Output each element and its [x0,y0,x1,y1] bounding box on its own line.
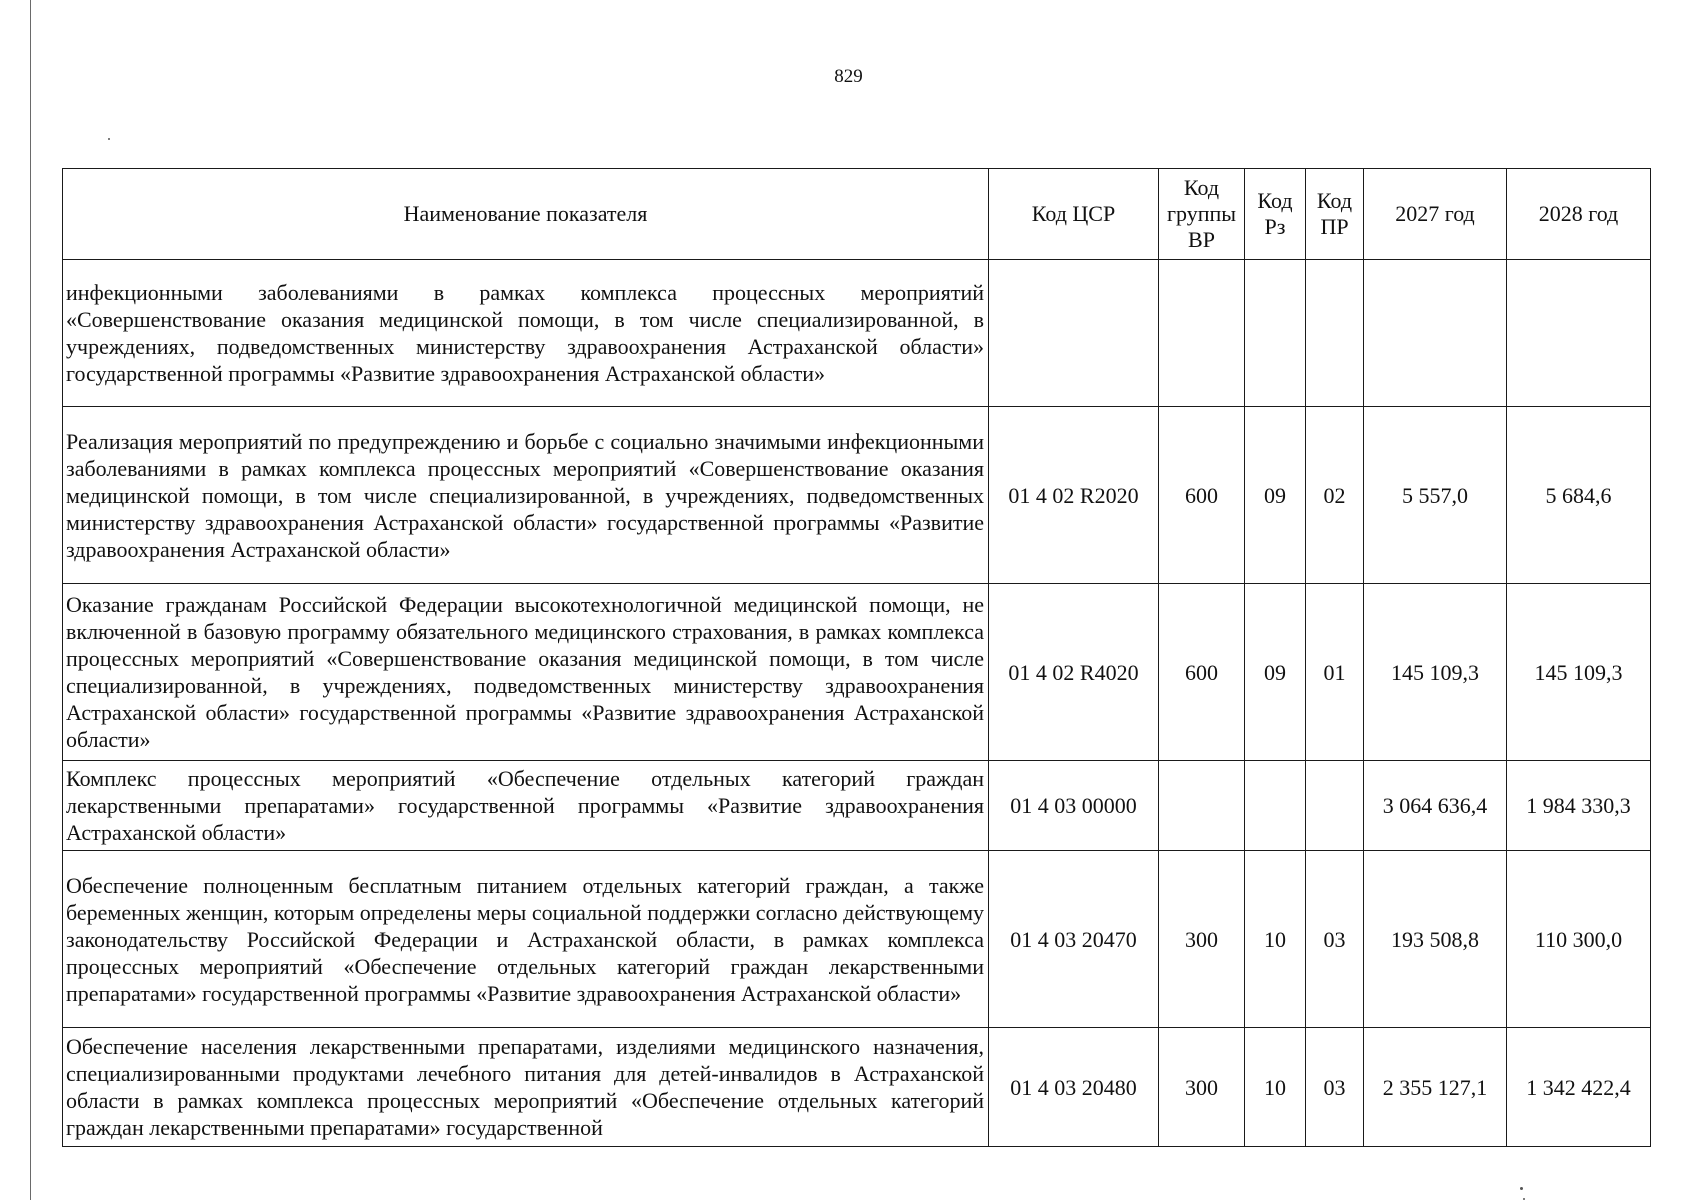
row-amount-2027: 2 355 127,1 [1364,1028,1507,1147]
row-vr-code: 600 [1159,407,1245,584]
header-rz-code: Код Рз [1245,169,1306,260]
header-pr-code: Код ПР [1306,169,1364,260]
table-row [63,407,1651,584]
row-amount-2027: 193 508,8 [1364,851,1507,1028]
row-amount-2028: 145 109,3 [1507,584,1651,761]
scan-speck [108,138,110,140]
row-amount-2028 [1507,260,1651,407]
row-csr-code [989,260,1159,407]
row-amount-2027: 145 109,3 [1364,584,1507,761]
row-rz-code [1245,260,1306,407]
scan-binding-edge [30,0,31,1200]
row-pr-code: 03 [1306,851,1364,1028]
row-vr-code: 300 [1159,851,1245,1028]
row-rz-code [1245,761,1306,851]
row-amount-2028: 5 684,6 [1507,407,1651,584]
row-pr-code: 02 [1306,407,1364,584]
row-pr-code: 01 [1306,584,1364,761]
row-csr-code: 01 4 02 R2020 [989,407,1159,584]
header-csr-code: Код ЦСР [989,169,1159,260]
table-row [63,260,1651,407]
row-vr-code [1159,260,1245,407]
row-name: Обеспечение полноценным бесплатным питанием отдельных категорий граждан, а также беременных женщин, которым определены меры социальной поддержки согласно действующему законодательству Российской Федерации и Астраханской области, в рамках комплекса процессных мероприятий «Обеспечение отдельных категорий граждан лекарственными препаратами» государственной программы «Развитие здравоохранения Астраханской области» [63,851,989,1028]
scan-speck [1520,1187,1523,1190]
row-name: инфекционными заболеваниями в рамках комплекса процессных мероприятий «Совершенствование оказания медицинской помощи, в том числе специализированной, в учреждениях, подведомственных министерству здравоохранения Астраханской области» государственной программы «Развитие здравоохранения Астраханской области» [63,260,989,407]
row-csr-code: 01 4 03 20480 [989,1028,1159,1147]
row-vr-code: 300 [1159,1028,1245,1147]
header-year-2028: 2028 год [1507,169,1651,260]
row-amount-2027 [1364,260,1507,407]
row-name: Обеспечение населения лекарственными препаратами, изделиями медицинского назначения, специализированными продуктами лечебного питания для детей-инвалидов в Астраханской области в рамках комплекса процессных мероприятий «Обеспечение отдельных категорий граждан лекарственными препаратами» государственной [63,1028,989,1147]
row-csr-code: 01 4 02 R4020 [989,584,1159,761]
row-name: Комплекс процессных мероприятий «Обеспечение отдельных категорий граждан лекарственными препаратами» государственной программы «Развитие здравоохранения Астраханской области» [63,761,989,851]
row-name: Оказание гражданам Российской Федерации высокотехнологичной медицинской помощи, не включенной в базовую программу обязательного медицинского страхования, в рамках комплекса процессных мероприятий «Совершенствование оказания медицинской помощи, в том числе специализированной, в учреждениях, подведомственных министерству здравоохранения Астраханской области» государственной программы «Развитие здравоохранения Астраханской области» [63,584,989,761]
row-amount-2028: 1 342 422,4 [1507,1028,1651,1147]
table-row [63,584,1651,761]
row-rz-code: 09 [1245,407,1306,584]
row-rz-code: 10 [1245,851,1306,1028]
table-row [63,1028,1651,1147]
row-amount-2027: 3 064 636,4 [1364,761,1507,851]
budget-table [62,168,1651,1147]
table-row [63,851,1651,1028]
header-name: Наименование показателя [63,169,989,260]
header-year-2027: 2027 год [1364,169,1507,260]
row-rz-code: 10 [1245,1028,1306,1147]
row-vr-code [1159,761,1245,851]
row-csr-code: 01 4 03 20470 [989,851,1159,1028]
row-pr-code: 03 [1306,1028,1364,1147]
row-csr-code: 01 4 03 00000 [989,761,1159,851]
row-pr-code [1306,761,1364,851]
row-pr-code [1306,260,1364,407]
row-amount-2028: 1 984 330,3 [1507,761,1651,851]
row-rz-code: 09 [1245,584,1306,761]
row-amount-2028: 110 300,0 [1507,851,1651,1028]
row-name: Реализация мероприятий по предупреждению и борьбе с социально значимыми инфекционными заболеваниями в рамках комплекса процессных мероприятий «Совершенствование оказания медицинской помощи, в том числе специализированной, в учреждениях, подведомственных министерству здравоохранения Астраханской области» государственной программы «Развитие здравоохранения Астраханской области» [63,407,989,584]
page-number: 829 [834,66,863,87]
table-row [63,761,1651,851]
header-vr-group-code: Код группы ВР [1159,169,1245,260]
table-header-row [63,169,1651,260]
row-vr-code: 600 [1159,584,1245,761]
row-amount-2027: 5 557,0 [1364,407,1507,584]
